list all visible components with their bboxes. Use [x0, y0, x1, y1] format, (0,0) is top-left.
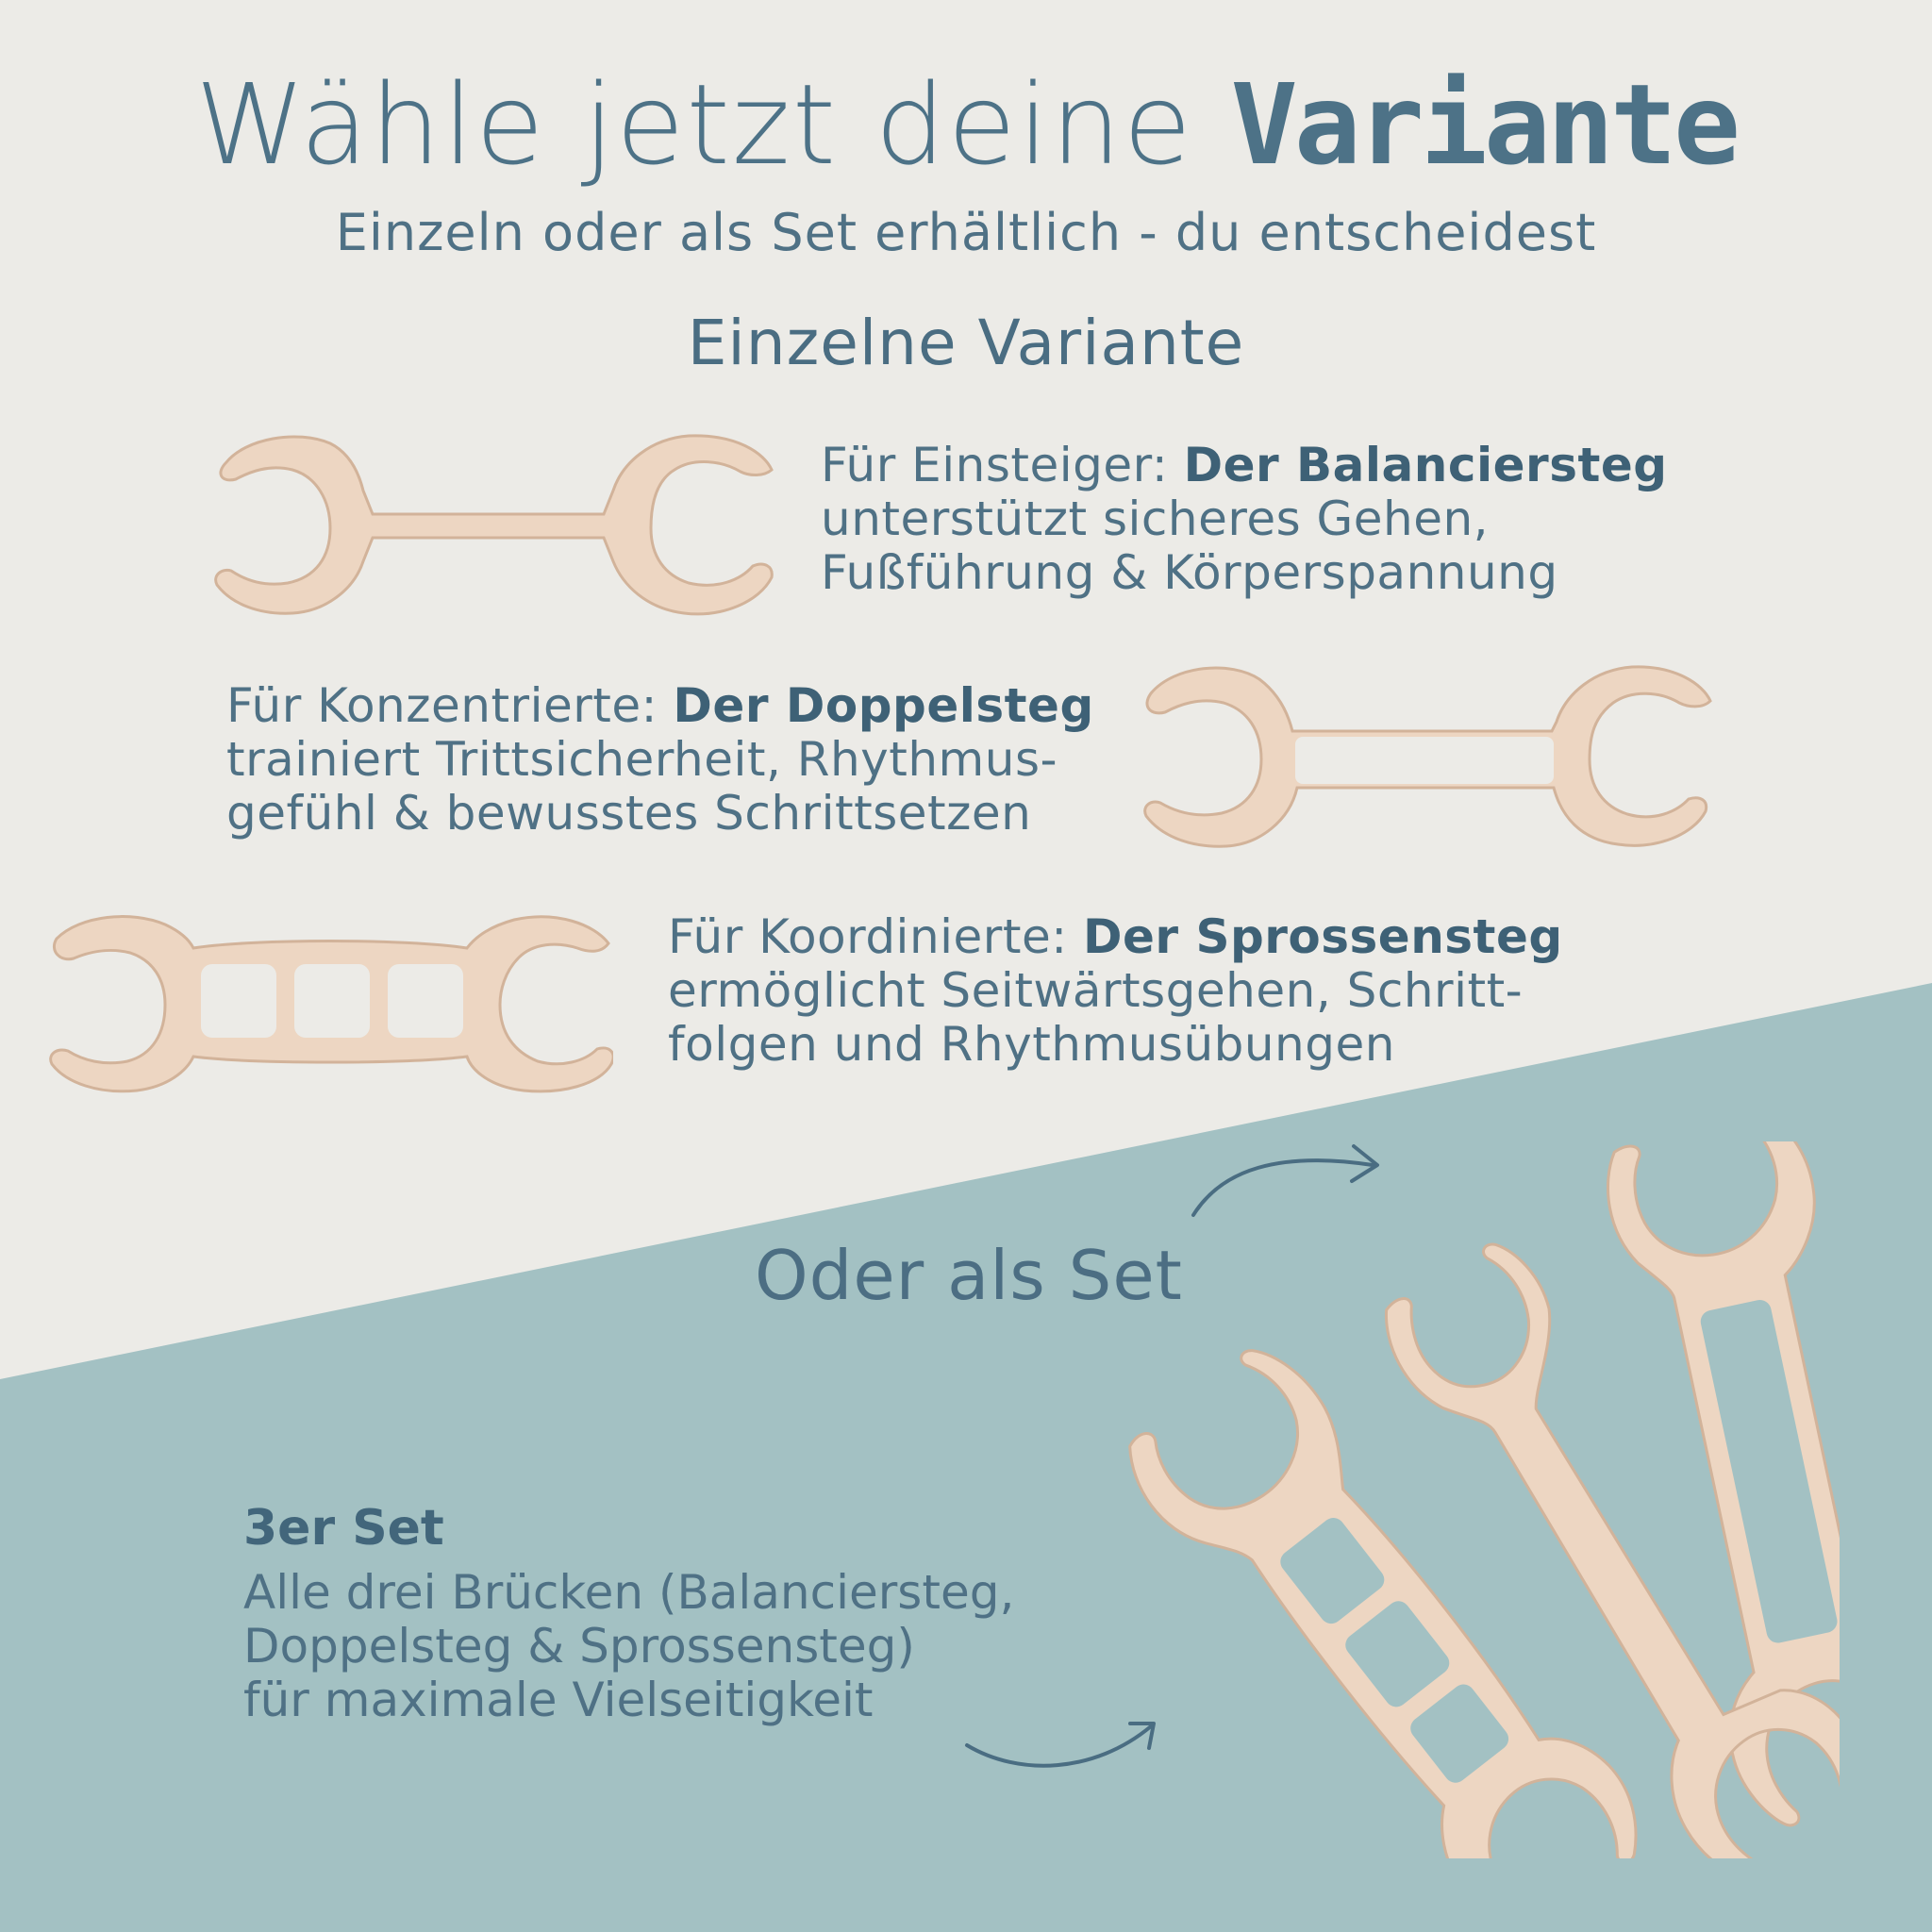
doppelsteg-name: Der Doppelsteg [673, 678, 1094, 733]
set-line-1: Alle drei Brücken (Balanciersteg, [243, 1565, 1015, 1620]
set-description [243, 1566, 1014, 1727]
balanciersteg-name: Der Balanciersteg [1183, 438, 1668, 492]
doppelsteg-line-3: gefühl & bewusstes Schrittsetzen [226, 786, 1032, 841]
balanciersteg-description [821, 439, 1668, 600]
sprossensteg-line-1: Für Koordinierte: Der Sprossensteg [668, 909, 1563, 964]
balanciersteg-line-1: Für Einsteiger: Der Balanciersteg [821, 438, 1668, 492]
balanciersteg-image [208, 425, 774, 623]
sprossensteg-image [47, 906, 613, 1094]
page-title [0, 58, 1932, 192]
doppelsteg-description [226, 679, 1094, 841]
set-heading: Oder als Set [755, 1236, 1183, 1315]
title-bold: Variante [1230, 59, 1737, 190]
sprossensteg-line-2: ermöglicht Seitwärtsgehen, Schritt- [668, 963, 1524, 1018]
doppelsteg-line-1: Für Konzentrierte: Der Doppelsteg [226, 678, 1094, 733]
page-subtitle: Einzeln oder als Set erhältlich - du entscheidest [335, 203, 1597, 262]
balanciersteg-line-2: unterstützt sicheres Gehen, [821, 491, 1490, 546]
title-light: Wähle jetzt deine [195, 59, 1231, 190]
set-image [1066, 1141, 1840, 1858]
sprossensteg-name: Der Sprossensteg [1082, 909, 1563, 964]
single-variant-heading: Einzelne Variante [687, 307, 1245, 379]
doppelsteg-line-2: trainiert Trittsicherheit, Rhythmus- [226, 732, 1058, 787]
sprossensteg-description [668, 910, 1563, 1072]
set-line-3: für maximale Vielseitigkeit [243, 1673, 874, 1727]
balanciersteg-line-3: Fußführung & Körperspannung [821, 545, 1558, 600]
set-title: 3er Set [243, 1500, 444, 1557]
sprossensteg-line-3: folgen und Rhythmusübungen [668, 1017, 1395, 1072]
doppelsteg-image [1137, 656, 1712, 854]
set-line-2: Doppelsteg & Sprossensteg) [243, 1619, 915, 1674]
